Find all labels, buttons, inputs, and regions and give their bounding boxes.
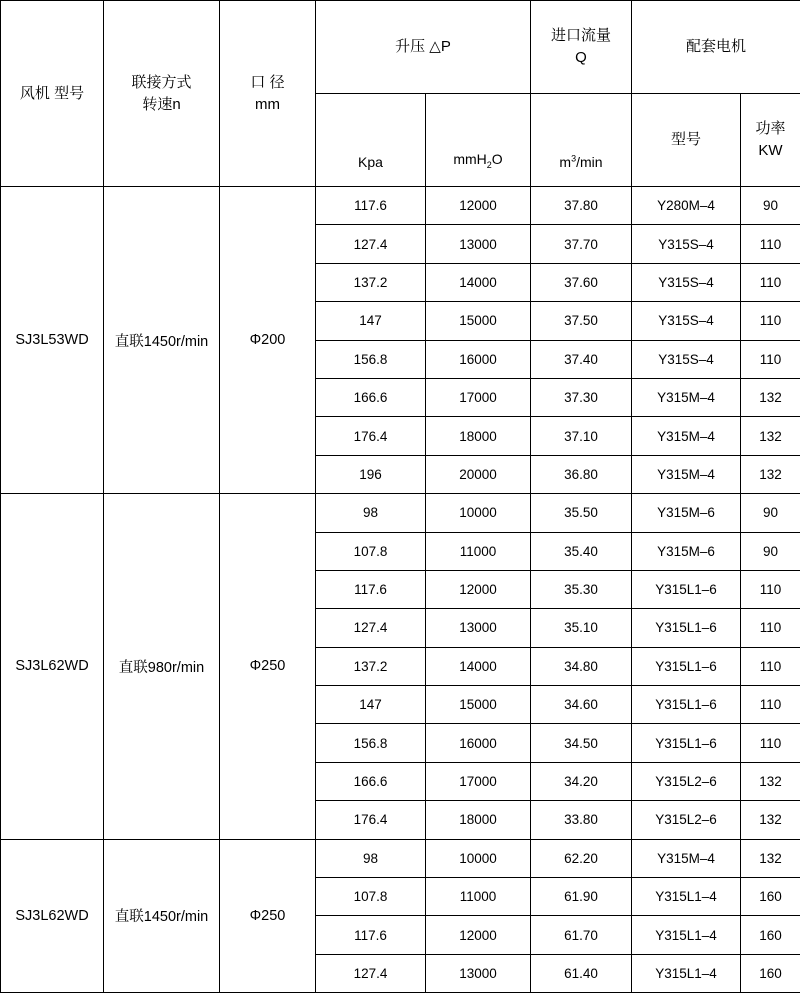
cell-motor-model: Y315L2–6 — [632, 801, 741, 839]
cell-inlet-flow: 37.80 — [531, 187, 632, 225]
cell-motor-model: Y315S–4 — [632, 340, 741, 378]
cell-motor-model: Y315L1–4 — [632, 954, 741, 992]
cell-fan-model: SJ3L53WD — [1, 187, 104, 494]
cell-bore: Φ200 — [220, 187, 316, 494]
cell-pressure-mmh2o: 13000 — [426, 609, 531, 647]
cell-pressure-mmh2o: 15000 — [426, 686, 531, 724]
header-drive-type — [104, 1, 220, 187]
cell-inlet-flow: 34.50 — [531, 724, 632, 762]
header-drive-type-line2: 转速n — [104, 94, 219, 116]
cell-pressure-kpa: 137.2 — [316, 263, 426, 301]
cell-motor-model: Y280M–4 — [632, 187, 741, 225]
cell-drive-type: 直联1450r/min — [104, 839, 220, 993]
cell-motor-power: 110 — [741, 724, 800, 762]
cell-motor-model: Y315L1–6 — [632, 686, 741, 724]
cell-motor-model: Y315L1–6 — [632, 724, 741, 762]
cell-pressure-mmh2o: 11000 — [426, 532, 531, 570]
cell-inlet-flow: 61.90 — [531, 878, 632, 916]
cell-pressure-mmh2o: 15000 — [426, 302, 531, 340]
cell-inlet-flow: 34.80 — [531, 647, 632, 685]
cell-motor-power: 132 — [741, 455, 800, 493]
cell-pressure-kpa: 127.4 — [316, 225, 426, 263]
cell-pressure-kpa: 98 — [316, 494, 426, 532]
cell-pressure-mmh2o: 14000 — [426, 263, 531, 301]
cell-motor-power: 160 — [741, 916, 800, 954]
cell-pressure-mmh2o: 13000 — [426, 954, 531, 992]
header-unit-flow — [531, 94, 632, 187]
cell-inlet-flow: 36.80 — [531, 455, 632, 493]
header-inlet-flow-line2: Q — [531, 47, 631, 69]
cell-inlet-flow: 35.50 — [531, 494, 632, 532]
cell-motor-power: 90 — [741, 494, 800, 532]
cell-pressure-kpa: 117.6 — [316, 187, 426, 225]
cell-inlet-flow: 34.20 — [531, 762, 632, 800]
header-motor-power-line1: 功率 — [741, 118, 800, 140]
cell-motor-power: 132 — [741, 839, 800, 877]
table-row — [1, 494, 800, 532]
cell-pressure-mmh2o: 14000 — [426, 647, 531, 685]
header-matched-motor: 配套电机 — [632, 1, 800, 94]
cell-pressure-mmh2o: 18000 — [426, 417, 531, 455]
cell-fan-model: SJ3L62WD — [1, 494, 104, 840]
header-unit-kpa-label: Kpa — [316, 152, 425, 172]
cell-pressure-mmh2o: 16000 — [426, 724, 531, 762]
table-header — [1, 1, 800, 187]
cell-drive-type: 直联1450r/min — [104, 187, 220, 494]
cell-motor-model: Y315M–4 — [632, 417, 741, 455]
cell-pressure-mmh2o: 20000 — [426, 455, 531, 493]
cell-pressure-mmh2o: 12000 — [426, 916, 531, 954]
cell-motor-model: Y315L2–6 — [632, 762, 741, 800]
header-bore-line2: mm — [220, 94, 315, 116]
cell-motor-power: 110 — [741, 686, 800, 724]
table-row — [1, 839, 800, 877]
cell-motor-power: 110 — [741, 570, 800, 608]
cell-pressure-kpa: 196 — [316, 455, 426, 493]
cell-pressure-kpa: 107.8 — [316, 878, 426, 916]
cell-pressure-kpa: 176.4 — [316, 801, 426, 839]
cell-inlet-flow: 37.50 — [531, 302, 632, 340]
cell-motor-power: 132 — [741, 417, 800, 455]
header-unit-flow-label: $m^3/\min$ — [531, 152, 631, 172]
header-inlet-flow — [531, 1, 632, 94]
cell-motor-power: 110 — [741, 225, 800, 263]
header-unit-mmh2o — [426, 94, 531, 187]
cell-inlet-flow: 35.10 — [531, 609, 632, 647]
cell-bore: Φ250 — [220, 494, 316, 840]
cell-motor-power: 132 — [741, 801, 800, 839]
cell-bore: Φ250 — [220, 839, 316, 993]
cell-inlet-flow: 34.60 — [531, 686, 632, 724]
cell-pressure-mmh2o: 10000 — [426, 839, 531, 877]
cell-motor-power: 160 — [741, 878, 800, 916]
cell-inlet-flow: 35.30 — [531, 570, 632, 608]
cell-inlet-flow: 37.40 — [531, 340, 632, 378]
cell-pressure-kpa: 107.8 — [316, 532, 426, 570]
cell-pressure-kpa: 156.8 — [316, 724, 426, 762]
header-pressure-rise: 升压 △P — [316, 1, 531, 94]
header-motor-power-line2: KW — [741, 140, 800, 162]
cell-pressure-kpa: 166.6 — [316, 762, 426, 800]
cell-motor-model: Y315L1–6 — [632, 609, 741, 647]
cell-drive-type: 直联980r/min — [104, 494, 220, 840]
cell-pressure-kpa: 166.6 — [316, 378, 426, 416]
cell-motor-power: 110 — [741, 647, 800, 685]
cell-pressure-mmh2o: 13000 — [426, 225, 531, 263]
cell-inlet-flow: 35.40 — [531, 532, 632, 570]
cell-pressure-mmh2o: 12000 — [426, 187, 531, 225]
cell-motor-power: 132 — [741, 762, 800, 800]
cell-motor-power: 160 — [741, 954, 800, 992]
cell-pressure-mmh2o: 18000 — [426, 801, 531, 839]
cell-fan-model: SJ3L62WD — [1, 839, 104, 993]
header-motor-model: 型号 — [632, 94, 741, 187]
table-row — [1, 187, 800, 225]
cell-pressure-kpa: 147 — [316, 302, 426, 340]
cell-motor-power: 110 — [741, 263, 800, 301]
header-unit-mmh2o-label: mmH$_2$O — [426, 149, 530, 172]
cell-pressure-mmh2o: 10000 — [426, 494, 531, 532]
cell-motor-power: 110 — [741, 302, 800, 340]
header-unit-kpa — [316, 94, 426, 187]
cell-pressure-mmh2o: 12000 — [426, 570, 531, 608]
cell-motor-model: Y315L1–6 — [632, 570, 741, 608]
cell-motor-model: Y315M–4 — [632, 378, 741, 416]
cell-pressure-kpa: 147 — [316, 686, 426, 724]
cell-pressure-mmh2o: 17000 — [426, 378, 531, 416]
header-row-top — [1, 1, 800, 94]
cell-pressure-kpa: 98 — [316, 839, 426, 877]
header-inlet-flow-line1: 进口流量 — [531, 25, 631, 47]
header-motor-power — [741, 94, 800, 187]
cell-inlet-flow: 61.70 — [531, 916, 632, 954]
cell-pressure-mmh2o: 16000 — [426, 340, 531, 378]
header-bore — [220, 1, 316, 187]
cell-pressure-kpa: 137.2 — [316, 647, 426, 685]
cell-motor-model: Y315M–4 — [632, 839, 741, 877]
cell-motor-power: 110 — [741, 340, 800, 378]
cell-inlet-flow: 37.70 — [531, 225, 632, 263]
cell-pressure-kpa: 176.4 — [316, 417, 426, 455]
cell-inlet-flow: 62.20 — [531, 839, 632, 877]
cell-pressure-kpa: 156.8 — [316, 340, 426, 378]
table-body — [1, 187, 800, 993]
header-drive-type-line1: 联接方式 — [104, 72, 219, 94]
cell-motor-model: Y315L1–4 — [632, 916, 741, 954]
cell-pressure-kpa: 127.4 — [316, 609, 426, 647]
cell-motor-model: Y315L1–4 — [632, 878, 741, 916]
cell-motor-model: Y315S–4 — [632, 225, 741, 263]
cell-motor-power: 110 — [741, 609, 800, 647]
cell-inlet-flow: 37.10 — [531, 417, 632, 455]
cell-motor-model: Y315M–6 — [632, 494, 741, 532]
cell-motor-model: Y315L1–6 — [632, 647, 741, 685]
cell-inlet-flow: 33.80 — [531, 801, 632, 839]
cell-inlet-flow: 37.60 — [531, 263, 632, 301]
cell-pressure-mmh2o: 17000 — [426, 762, 531, 800]
cell-inlet-flow: 61.40 — [531, 954, 632, 992]
header-fan-model: 风机 型号 — [1, 1, 104, 187]
cell-motor-power: 90 — [741, 187, 800, 225]
cell-motor-model: Y315M–4 — [632, 455, 741, 493]
cell-motor-model: Y315S–4 — [632, 263, 741, 301]
cell-motor-power: 90 — [741, 532, 800, 570]
cell-pressure-kpa: 127.4 — [316, 954, 426, 992]
cell-inlet-flow: 37.30 — [531, 378, 632, 416]
header-bore-line1: 口 径 — [220, 72, 315, 94]
cell-motor-model: Y315M–6 — [632, 532, 741, 570]
cell-motor-model: Y315S–4 — [632, 302, 741, 340]
cell-pressure-kpa: 117.6 — [316, 916, 426, 954]
cell-pressure-mmh2o: 11000 — [426, 878, 531, 916]
cell-motor-power: 132 — [741, 378, 800, 416]
cell-pressure-kpa: 117.6 — [316, 570, 426, 608]
